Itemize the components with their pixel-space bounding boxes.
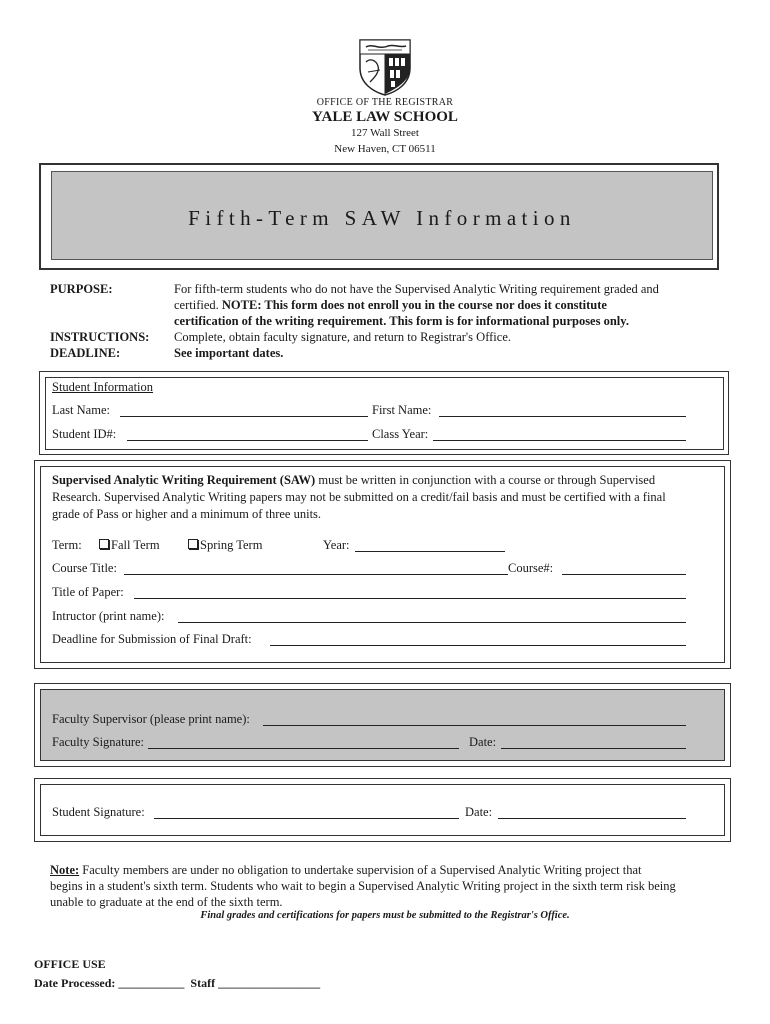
instructor-label: Intructor (print name): (52, 609, 165, 623)
paper-title-label: Title of Paper: (52, 585, 124, 599)
page-title: Fifth-Term SAW Information (188, 206, 576, 230)
saw-description-line3: grade of Pass or higher and a minimum of three units. (52, 507, 322, 521)
student-id-field[interactable] (127, 440, 368, 441)
purpose-label: PURPOSE: (50, 282, 113, 296)
title-banner (39, 163, 719, 270)
course-number-label: Course#: (508, 561, 554, 575)
saw-description-line2: Research. Supervised Analytic Writing papers may not be submitted on a credit/fail basis and must be certified with a final (52, 490, 666, 504)
spring-term-label: Spring Term (200, 538, 263, 552)
course-number-field[interactable] (562, 574, 686, 575)
first-name-field[interactable] (439, 416, 686, 417)
faculty-signature-field[interactable] (148, 748, 459, 749)
office-use-fields (34, 976, 320, 991)
course-title-field[interactable] (124, 574, 508, 575)
faculty-supervisor-field[interactable] (263, 725, 686, 726)
spring-term-checkbox[interactable] (188, 539, 198, 549)
saw-requirement-section (34, 460, 731, 669)
year-field[interactable] (355, 551, 505, 552)
deadline-label: DEADLINE: (50, 346, 121, 360)
purpose-text-line2: certified. NOTE: This form does not enroll you in the course nor does it constitute (174, 298, 607, 312)
purpose-text-line1: For fifth-term students who do not have the Supervised Analytic Writing requirement graded and (174, 282, 659, 296)
student-date-field[interactable] (498, 818, 686, 819)
faculty-date-field[interactable] (501, 748, 686, 749)
student-information-section (39, 371, 729, 455)
fall-term-checkbox[interactable] (99, 539, 109, 549)
first-name-label: First Name: (372, 403, 432, 417)
date-processed-field: Date Processed: ___________ (34, 976, 185, 990)
student-signature-label: Student Signature: (52, 805, 145, 819)
street-address: 127 Wall Street (351, 127, 419, 139)
instructions-label: INSTRUCTIONS: (50, 330, 150, 344)
city-address: New Haven, CT 06511 (334, 143, 436, 155)
office-use-heading: OFFICE USE (34, 957, 106, 971)
saw-description-line1: Supervised Analytic Writing Requirement (SAW) must be written in conjunction with a course or through Supervised (52, 473, 656, 487)
student-signature-section (34, 778, 731, 842)
year-label: Year: (323, 538, 350, 552)
student-date-label: Date: (465, 805, 493, 819)
note-line1: Note: Faculty members are under no obligation to undertake supervision of a Supervised Analytic Writing project that (50, 863, 642, 877)
class-year-field[interactable] (433, 440, 686, 441)
paper-title-field[interactable] (134, 598, 686, 599)
fall-term-option[interactable] (99, 538, 160, 553)
note-line2: begins in a student's sixth term. Students who wait to begin a Supervised Analytic Writing project in the sixth term risk being (50, 879, 676, 893)
note-line3: unable to graduate at the end of the sixth term. (50, 895, 283, 909)
staff-field: Staff _________________ (190, 976, 321, 990)
faculty-section (34, 683, 731, 767)
student-id-label: Student ID#: (52, 427, 117, 441)
spring-term-option[interactable] (188, 538, 262, 553)
faculty-signature-label: Faculty Signature: (52, 735, 144, 749)
last-name-field[interactable] (120, 416, 368, 417)
deadline-text: See important dates. (174, 346, 284, 360)
last-name-label: Last Name: (52, 403, 110, 417)
student-info-heading: Student Information (52, 380, 154, 394)
final-draft-deadline-field[interactable] (270, 645, 686, 646)
school-name: YALE LAW SCHOOL (312, 109, 458, 125)
final-grades-notice: Final grades and certifications for papers must be submitted to the Registrar's Office. (200, 910, 570, 921)
fall-term-label: Fall Term (111, 538, 160, 552)
class-year-label: Class Year: (372, 427, 429, 441)
student-signature-field[interactable] (154, 818, 459, 819)
final-draft-deadline-label: Deadline for Submission of Final Draft: (52, 632, 252, 646)
faculty-supervisor-label: Faculty Supervisor (please print name): (52, 712, 250, 726)
yale-crest-logo (358, 38, 412, 96)
instructions-text: Complete, obtain faculty signature, and return to Registrar's Office. (174, 330, 511, 344)
faculty-date-label: Date: (469, 735, 497, 749)
instructor-field[interactable] (178, 622, 686, 623)
office-of-registrar: OFFICE OF THE REGISTRAR (316, 97, 454, 108)
purpose-text-line3: certification of the writing requirement. This form is for informational purposes only. (174, 314, 629, 328)
course-title-label: Course Title: (52, 561, 117, 575)
term-label: Term: (52, 538, 82, 552)
